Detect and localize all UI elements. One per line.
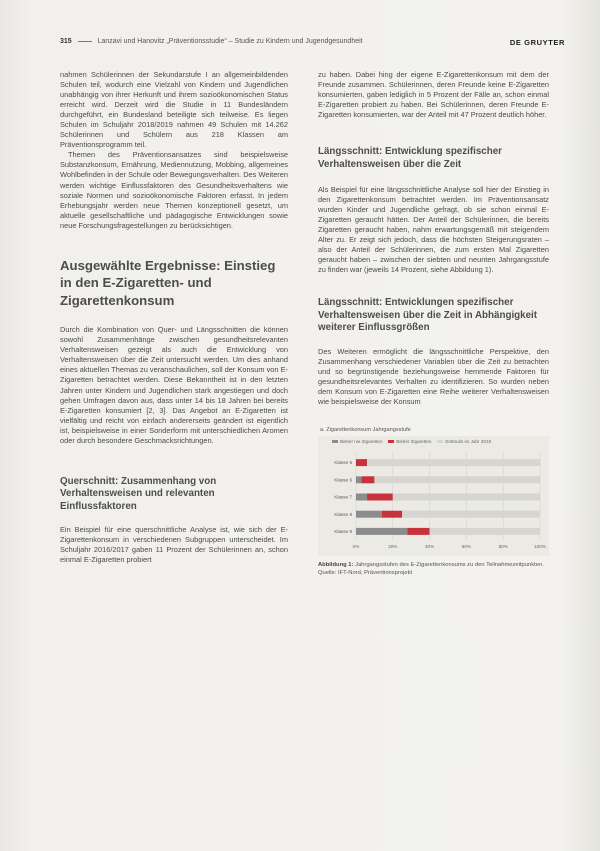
figure-caption	[318, 562, 549, 577]
running-title: Lanzavi und Hanovitz „Präventionsstudie“ – Studie zu Kindern und Jugendgesundheit	[97, 38, 363, 45]
running-header	[60, 38, 565, 45]
right-column	[318, 70, 549, 577]
body-paragraph: nahmen Schülerinnen der Sekundarstufe I an allgemeinbildenden Schulen teil, wodurch eine Vielzahl von Kindern und Jugendlichen unabhängig von ihrer Herkunft und ihrem sozioökonomischen Status erreicht wird. Derzeit wird die Studie in 11 Bundesländern durchgeführt, ein Bundesland beteiligte sich teilweise. Es liegen Schulen im Schuljahr 2018/2019 nahmen 49 Schulen mit 14.262 Schülerinnen und Schülern aus 218 Klassen am Präventionsprogramm teil.	[60, 70, 288, 150]
x-tick-label: 0%	[352, 543, 360, 549]
bar-segment	[356, 476, 362, 483]
legend-entry: Bisher nie Zigaretten	[340, 438, 383, 444]
bar-segment	[356, 493, 367, 500]
y-category-label: Klasse 8	[334, 511, 352, 517]
x-tick-label: 40%	[424, 543, 435, 549]
body-paragraph: Als Beispiel für eine längsschnittliche Analyse soll hier der Einstieg in den Zigarettenkonsum betrachtet werden. Im Präventionsansatz wurden Kinder und Jugendliche gefragt, ob sie schon einmal E-Zigaretten geraucht hätten. Der Anteil der Schülerinnen, die bereits Zigaretten geraucht haben, nahm erwartungsgemäß mit steigendem Alter zu. Er zeigt sich jedoch, dass die höchsten Steigerungsraten – also der Anteil der Schülerinnen, die zum ersten Mal Zigaretten geraucht haben – zwischen der siebten und neunten Jahrgangsstufe zu finden war (jeweils 14 Prozent, siehe Abbildung 1).	[318, 185, 549, 275]
chart-area	[318, 436, 549, 556]
x-tick-label: 100%	[534, 543, 546, 549]
x-tick-label: 60%	[461, 543, 472, 549]
bar-segment	[402, 511, 540, 518]
publisher-logo: DE GRUYTER	[509, 38, 565, 47]
header-rule	[78, 41, 92, 42]
bar-segment	[356, 528, 408, 535]
bar-segment	[382, 511, 402, 518]
figure	[318, 427, 549, 577]
body-paragraph: Durch die Kombination von Quer- und Längsschnitten die können sowohl Zusammenhänge zwischen gesundheitsrelevanten Verhaltensweisen gezeigt als auch die Entwicklung von Verhaltensweisen über die Zeit untersucht werden. Um dies anhand eines aktuellen Themas zu veranschaulichen, soll der Konsum von E-Zigaretten betrachtet werden. Diese Bekanntheit ist in den letzten Jahren unter Kindern und Jugendlichen stark angestiegen und doch gehen Umfragen davon aus, dass unter 14 bis 18 Jahren bei bereits E-Zigaretten konsumiert [2, 3]. Das Angebot an E-Zigaretten ist vielfältig und reicht von einfach andererseits geändert ist eigentlich ist, beispielsweise in einer Sonderform mit unterschiedlichen Aromen oder durch besondere Geschmacksrichtungen.	[60, 325, 288, 445]
y-category-label: Klasse 9	[334, 528, 352, 534]
legend-entry: Bisher Zigaretten	[396, 438, 432, 444]
bar-segment	[367, 459, 540, 466]
body-paragraph: Themen des Präventionsansatzes sind beispielsweise Substanzkonsum, Ernährung, Mediennutzung, Mobbing, allgemeines Wohlbefinden in der Schule oder Bewegungsverhalten. Des Weiteren werden wichtige Einflussfaktoren des Gesundheitsverhaltens wie soziale Normen und sozioökonomische Faktoren erfasst. In jedem Erhebungsjahr werden neue Themen konzeptionell gesetzt, um aktuelle gesellschaftliche und pädagogische Entwicklungen sowie neue Forschungsfragestellungen zu berücksichtigen.	[60, 150, 288, 230]
caption-text: Jahrgangsstufen des E-Zigarettenkonsums zu den Teilnahmezeitpunkten.	[355, 561, 544, 568]
stacked-bar-chart	[318, 436, 549, 556]
page-number: 315	[60, 38, 72, 45]
bar-segment	[374, 476, 540, 483]
section-heading: Ausgewählte Ergebnisse: Einstieg in den E-Zigaretten- und Zigarettenkonsum	[60, 257, 276, 308]
figure-source: Quelle: IFT-Nord, Präventionsprojekt	[318, 569, 413, 576]
bar-segment	[362, 476, 375, 483]
x-tick-label: 20%	[388, 543, 398, 549]
bar-segment	[356, 511, 382, 518]
x-tick-label: 80%	[498, 543, 508, 549]
caption-label: Abbildung 1:	[318, 561, 354, 568]
bar-segment	[367, 493, 393, 500]
subsection-heading: Längsschnitt: Entwicklungen spezifischer Verhaltensweisen über die Zeit in Abhängigkeit weiterer Einflussgrößen	[318, 297, 538, 334]
y-category-label: Klasse 6	[334, 477, 352, 483]
left-column	[60, 70, 288, 565]
bar-segment	[408, 528, 430, 535]
subsection-heading: Querschnitt: Zusammenhang von Verhaltensweisen und relevanten Einflussfaktoren	[60, 475, 217, 512]
bar-segment	[356, 459, 367, 466]
legend-entry: Erstmals im Jahr 2019	[445, 438, 492, 444]
body-paragraph: Des Weiteren ermöglicht die längsschnittliche Perspektive, den Zusammenhang verschiedener Variablen über die Zeit zu betrachten und so begrünstigende beziehungsweise hemmende Faktoren für gesundheitsrelevantes Verhalten zu identifizieren. So wurden neben dem Konsum von E-Zigaretten eine Reihe weiterer Verhaltensweisen wie beispielsweise der Konsum	[318, 346, 549, 406]
y-category-label: Klasse 7	[334, 494, 352, 500]
subsection-heading: Längsschnitt: Entwicklung spezifischer Verhaltensweisen über die Zeit	[318, 146, 502, 170]
figure-title: a. Zigarettenkonsum Jahrgangsstufe	[320, 426, 411, 433]
body-paragraph: Ein Beispiel für eine querschnittliche Analyse ist, wie sich der E-Zigarettenkonsum in verschiedenen Subgruppen unterscheidet. Im Schuljahr 2016/2017 gaben 11 Prozent der Schülerinnen an, schon einmal E-Zigaretten probiert	[60, 525, 288, 565]
y-category-label: Klasse 5	[334, 460, 352, 466]
body-paragraph: zu haben. Dabei hing der eigene E-Zigarettenkonsum mit dem der Freunde zusammen. Schülerinnen, deren Freunde keine E-Zigaretten konsumierten, gaben lediglich in 5 Prozent der Fälle an, schon einmal E-Zigaretten probiert zu haben. Bei Schülerinnen, deren Freunde E-Zigaretten konsumierten, war der Anteil mit 47 Prozent deutlich höher.	[318, 70, 549, 120]
bar-segment	[393, 493, 540, 500]
bar-segment	[430, 528, 540, 535]
